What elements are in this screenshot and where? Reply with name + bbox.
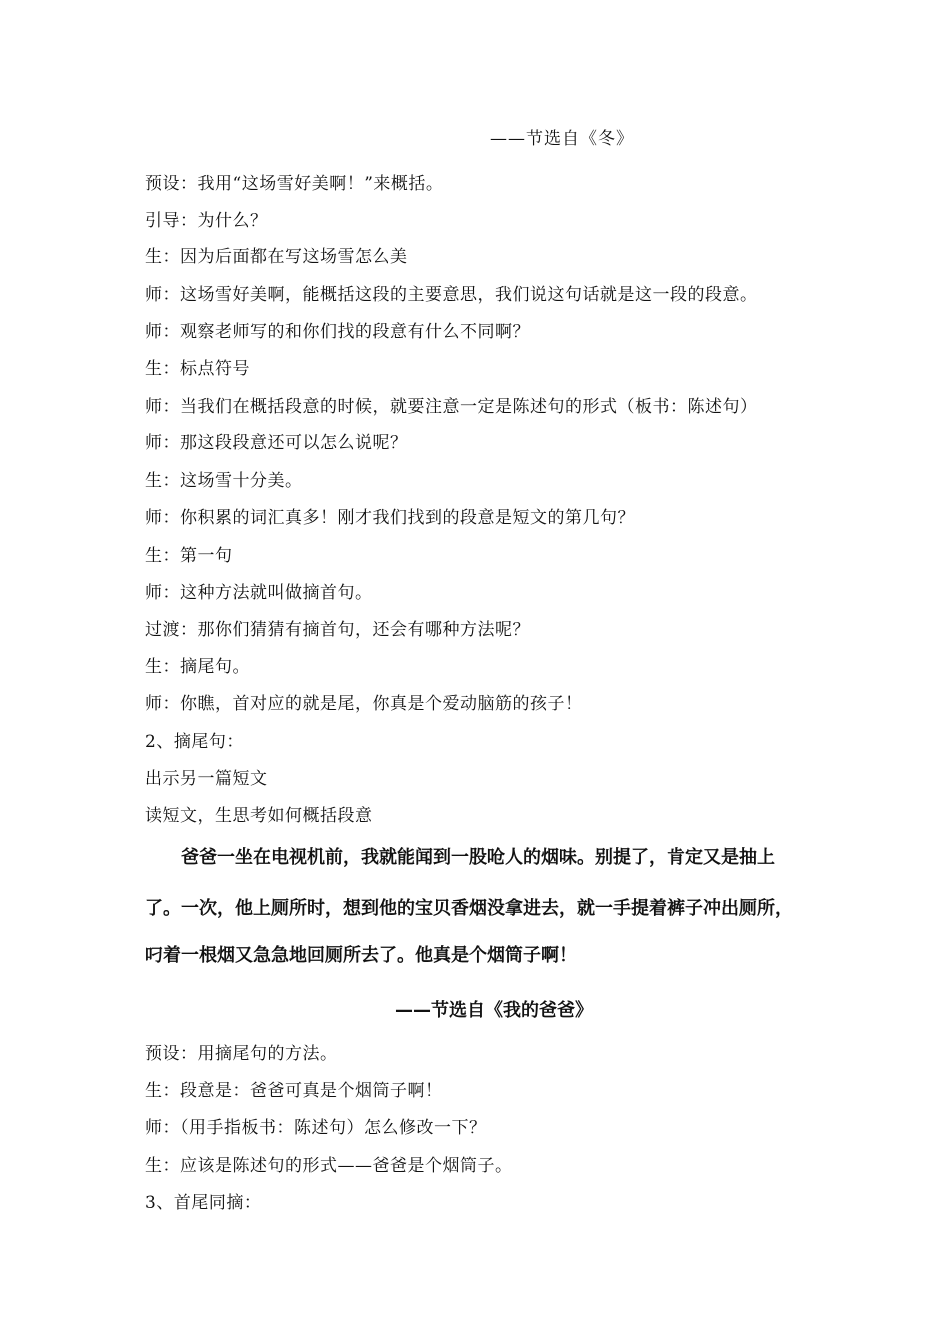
dialogue-line: 师：你瞧，首对应的就是尾，你真是个爱动脑筋的孩子！ <box>145 694 583 714</box>
dialogue-line: 师：那这段段意还可以怎么说呢？ <box>145 433 408 453</box>
dialogue-line: 生：摘尾句。 <box>145 657 250 677</box>
excerpt-passage-line: 了。一次，他上厕所时，想到他的宝贝香烟没拿进去，就一手提着裤子冲出厕所， <box>145 898 793 919</box>
source-attribution-winter: ——节选自《冬》 <box>490 129 634 149</box>
dialogue-line: 生：第一句 <box>145 546 233 566</box>
excerpt-passage-line: 爸爸一坐在电视机前，我就能闻到一股呛人的烟味。别提了，肯定又是抽上 <box>145 847 775 868</box>
dialogue-line: 生：应该是陈述句的形式——爸爸是个烟筒子。 <box>145 1156 513 1176</box>
dialogue-line: 师：这种方法就叫做摘首句。 <box>145 583 373 603</box>
dialogue-line: 过渡：那你们猜猜有摘首句，还会有哪种方法呢？ <box>145 620 530 640</box>
dialogue-line: 预设：用摘尾句的方法。 <box>145 1044 338 1064</box>
excerpt-passage-line: 叼着一根烟又急急地回厕所去了。他真是个烟筒子啊！ <box>145 945 577 966</box>
dialogue-line: 师：这场雪好美啊，能概括这段的主要意思，我们说这句话就是这一段的段意。 <box>145 285 758 305</box>
dialogue-line: 生：段意是：爸爸可真是个烟筒子啊！ <box>145 1081 443 1101</box>
section-heading: 3、首尾同摘： <box>145 1193 262 1213</box>
dialogue-line: 出示另一篇短文 <box>145 769 268 789</box>
dialogue-line: 生：这场雪十分美。 <box>145 471 303 491</box>
dialogue-line: 读短文，生思考如何概括段意 <box>145 806 373 826</box>
dialogue-line: 引导：为什么？ <box>145 211 268 231</box>
dialogue-line: 师：当我们在概括段意的时候，就要注意一定是陈述句的形式（板书：陈述句） <box>145 397 758 417</box>
section-heading: 2、摘尾句： <box>145 732 244 752</box>
dialogue-line: 师：观察老师写的和你们找的段意有什么不同啊？ <box>145 322 530 342</box>
dialogue-line: 生：因为后面都在写这场雪怎么美 <box>145 247 408 267</box>
dialogue-line: 预设：我用“这场雪好美啊！”来概括。 <box>145 174 444 194</box>
dialogue-line: 师：（用手指板书：陈述句）怎么修改一下？ <box>145 1118 487 1138</box>
dialogue-line: 师：你积累的词汇真多！刚才我们找到的段意是短文的第几句？ <box>145 508 635 528</box>
source-attribution-my-dad: ——节选自《我的爸爸》 <box>395 1000 593 1021</box>
dialogue-line: 生：标点符号 <box>145 359 250 379</box>
